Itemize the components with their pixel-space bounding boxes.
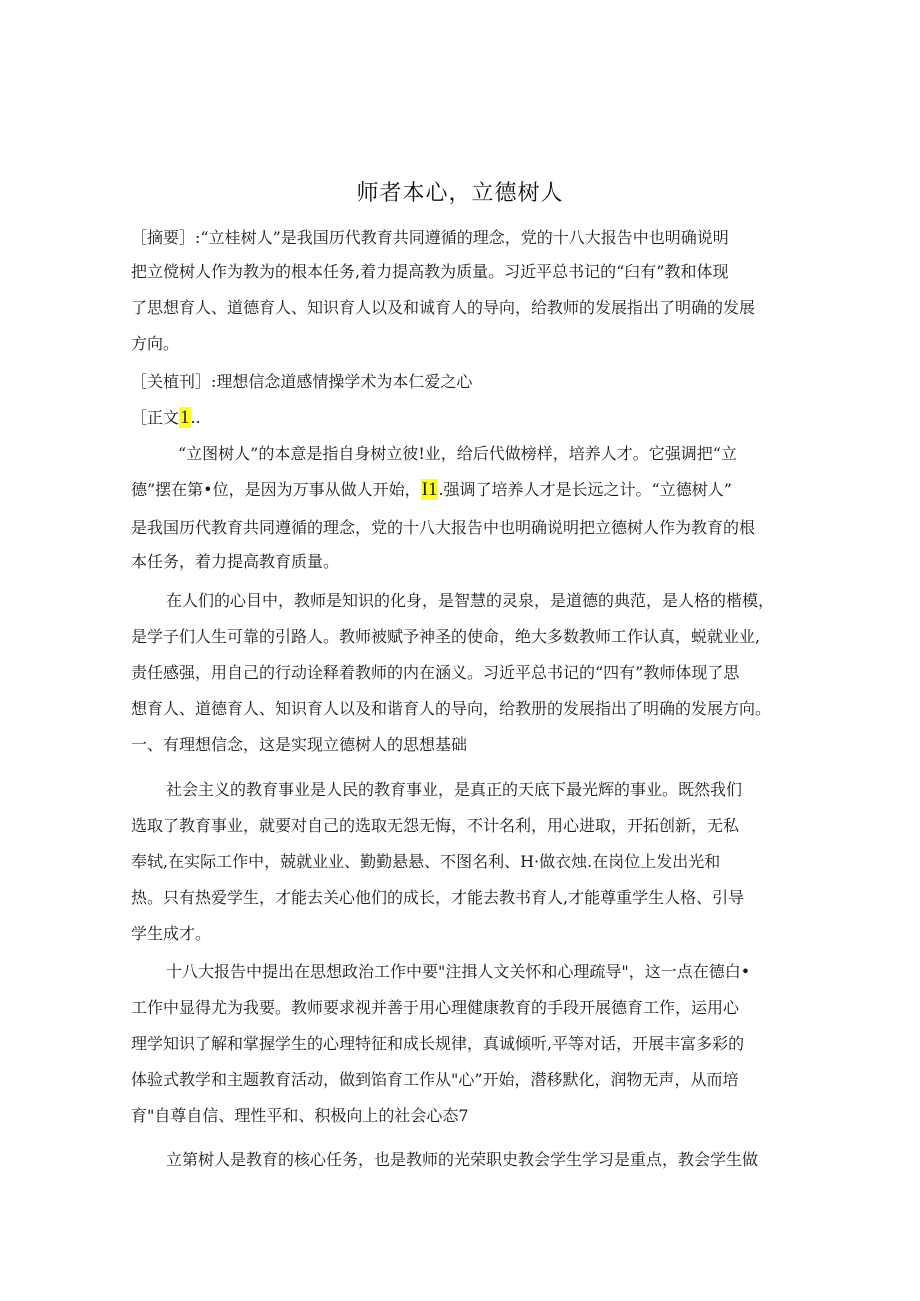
paragraph-1-line-3: 是我国历代教育共同遵循的理念，党的十八大报告中也明确说明把立德树人作为教育的根 bbox=[131, 518, 756, 537]
paragraph-4-line-2: 工作中显得尤为我要。教师要求视并善于用心理健康教育的手段开展德育工作，运用心 bbox=[131, 998, 740, 1017]
body-label bbox=[131, 408, 201, 428]
paragraph-1-line-2 bbox=[131, 480, 732, 500]
paragraph-3-line-5: 学生成才。 bbox=[131, 924, 212, 943]
paragraph-2-line-3: 责任感强，用自己的行动诠释着教师的内在涵义。习近平总书记的“四有”教师体现了思 bbox=[131, 663, 740, 682]
paragraph-3-line-3: 奉轼,在实际工作中，兢就业业、勤勤悬悬、不图名利、H·做衣烛.在岗位上发出光和 bbox=[131, 852, 721, 871]
paragraph-4-line-5: 育"自尊自信、理性平和、积极向上的社会心态7 bbox=[131, 1106, 469, 1125]
paragraph-1-line-2-post: .强调了培养人才是长远之计。“立德树人” bbox=[438, 480, 732, 499]
paragraph-2-line-2: 是学子们人生可靠的引路人。教师被赋予神圣的使命，绝大多数教师工作认真，蜕就业业, bbox=[131, 627, 761, 646]
paragraph-3-line-1: 社会主义的教育事业是人民的教育事业，是真正的天底下最光辉的事业。既然我们 bbox=[166, 780, 743, 799]
document-title: 师者本心，立德树人 bbox=[356, 181, 564, 206]
paragraph-1-line-1: “立图树人”的本意是指自身树立彼!业，给后代做榜样，培养人才。它强调把“立 bbox=[178, 444, 737, 463]
body-label-suffix: .. bbox=[190, 408, 201, 427]
highlight-mark: I1 bbox=[421, 479, 438, 500]
abstract-line-1: ［摘要］:“立桂树人”是我国历代教育共同遵循的理念，党的十八大报告中也明确说明 bbox=[131, 228, 729, 247]
body-label-prefix: ［正文 bbox=[131, 408, 180, 427]
paragraph-3-line-4: 热。只有热爱学生，才能去关心他们的成长，才能去教书育人,才能尊重学生人格、引导 bbox=[131, 888, 745, 907]
paragraph-1-line-4: 本任务，着力提高教育质量。 bbox=[131, 552, 340, 571]
paragraph-4-line-3: 理学知识了解和掌握学生的心理特征和成长规律，真诚倾听,平等对话，开展丰富多彩的 bbox=[131, 1034, 745, 1053]
abstract-line-3: 了思想育人、道德育人、知识育人以及和诚育人的导向，给教师的发展指出了明确的发展 bbox=[131, 298, 756, 317]
keywords-line: ［关植刊］:理想信念道感情操学术为本仁爱之心 bbox=[131, 372, 473, 391]
paragraph-4-line-4: 体验式教学和主题教育活动，做到馅育工作从"心”开始，潜移默化，润物无声，从而培 bbox=[131, 1070, 739, 1089]
paragraph-3-line-2: 选取了教育事业，就要对自己的选取无怨无悔，不计名利，用心进取，开拓创新，无私 bbox=[131, 816, 740, 835]
paragraph-1-line-2-pre: 德”摆在第•位，是因为万事从做人开始， bbox=[131, 480, 421, 499]
section-1-heading: 一、有理想信念，这是实现立德树人的思想基础 bbox=[131, 735, 468, 754]
paragraph-2-line-1: 在人们的心目中，教师是知识的化身，是智慧的灵泉，是道德的典范，是人格的楷模， bbox=[166, 591, 775, 610]
highlight-mark: 1 bbox=[180, 407, 190, 428]
abstract-line-4: 方向。 bbox=[131, 334, 180, 353]
abstract-line-2: 把立傥树人作为教为的根本任务,着力提高教为质量。习近平总书记的“臼有”教和体现 bbox=[131, 262, 729, 281]
paragraph-4-line-1: 十八大报告中提出在思想政治工作中要"注揖人文关怀和心理疏导"，这一点在德白• bbox=[166, 962, 751, 981]
paragraph-5-line-1: 立第树人是教育的核心任务，也是教师的光荣职史教会学生学习是重点，教会学生做 bbox=[166, 1150, 759, 1169]
paragraph-2-line-4: 想育人、道德育人、知识育人以及和谐育人的导向，给教册的发展指出了明确的发展方向。 bbox=[131, 699, 772, 718]
